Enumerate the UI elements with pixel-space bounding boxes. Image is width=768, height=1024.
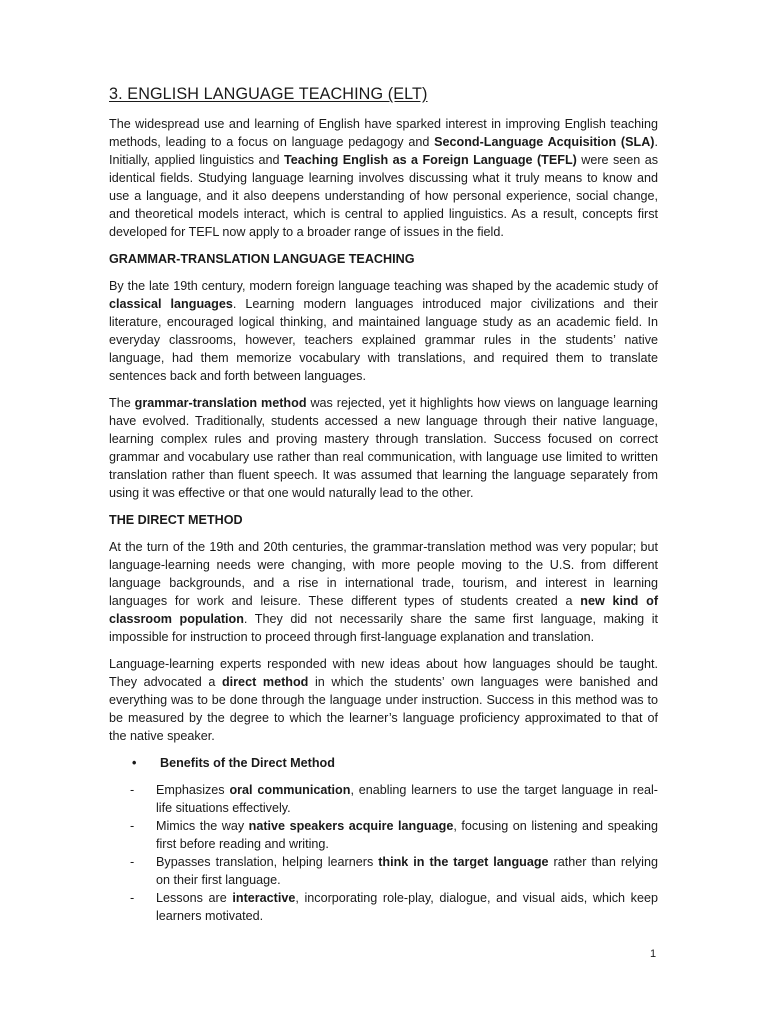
intro-paragraph bbox=[109, 115, 658, 241]
dash-icon: - bbox=[130, 819, 135, 833]
bold-term: direct method bbox=[221, 675, 309, 689]
page-content bbox=[109, 84, 658, 925]
text-run: At the turn of the 19th and 20th centuries, the grammar-translation method was very popular; but language-learning needs were changing, with more people moving to the U.S. from different language backgrounds, and a rise in international trade, tourism, and interest in learning languages for work and leisure. These different types of students created a bbox=[109, 540, 658, 608]
text-run: The bbox=[109, 396, 135, 410]
section-heading-direct-method: THE DIRECT METHOD bbox=[109, 513, 243, 527]
dash-icon: - bbox=[130, 783, 135, 797]
bold-term: Second-Language Acquisition (SLA) bbox=[434, 135, 655, 149]
benefits-list bbox=[109, 781, 658, 925]
list-item-text bbox=[156, 889, 658, 925]
benefits-heading-text: Benefits of the Direct Method bbox=[160, 756, 335, 770]
list-item bbox=[109, 817, 658, 853]
bold-term: classical languages bbox=[109, 297, 233, 311]
text-run: . They did not necessarily share the same first language, making it impossible for instruction to proceed through first-language explanation and translation. bbox=[109, 612, 658, 644]
bold-term: interactive bbox=[232, 891, 296, 905]
paragraph bbox=[109, 277, 658, 385]
document-title: 3. ENGLISH LANGUAGE TEACHING (ELT) bbox=[109, 85, 428, 103]
paragraph bbox=[109, 538, 658, 646]
text-run: were seen as identical fields. Studying language learning involves discussing what it truly means to know and use a language, and it also deepens understanding of how personal experience, social change, and theoretical models interact, which is central to applied linguistics. As a result, concepts first developed for TEFL now apply to a broader range of issues in the field. bbox=[109, 153, 659, 239]
text-run: . Initially, applied linguistics and bbox=[109, 135, 658, 167]
bold-term: think in the target language bbox=[378, 855, 549, 869]
list-item bbox=[109, 781, 658, 817]
text-run: Bypasses translation, helping learners bbox=[156, 855, 379, 869]
bold-term: Teaching English as a Foreign Language (TEFL) bbox=[283, 153, 577, 167]
list-item bbox=[109, 889, 658, 925]
bold-term: native speakers acquire language bbox=[248, 819, 454, 833]
benefits-heading bbox=[109, 754, 658, 772]
text-run: Lessons are bbox=[156, 891, 233, 905]
paragraph bbox=[109, 394, 658, 502]
text-run: Emphasizes bbox=[156, 783, 230, 797]
page-number: 1 bbox=[650, 948, 657, 960]
text-run: By the late 19th century, modern foreign language teaching was shaped by the academic study of bbox=[109, 279, 658, 293]
list-item-text bbox=[156, 781, 658, 817]
bold-term: new kind of classroom population bbox=[109, 594, 659, 626]
text-run: The widespread use and learning of English have sparked interest in improving English teaching methods, leading to a focus on language pedagogy and bbox=[109, 117, 658, 149]
text-run: rather than relying on their first language. bbox=[156, 855, 658, 887]
text-run: was rejected, yet it highlights how views on language learning have evolved. Traditionally, students accessed a new language through their native language, learning complex rules and proving mastery through translation. Success focused on correct grammar and vocabulary use rather than real communication, with language use limited to written translation rather than fluent speech. It was assumed that learning the language separately from using it was effective or that one would naturally lead to the other. bbox=[109, 396, 659, 500]
dash-icon: - bbox=[130, 891, 135, 905]
text-run: Mimics the way bbox=[156, 819, 249, 833]
text-run: in which the students’ own languages were banished and everything was to be done through the language under instruction. Success in this method was to be measured by the degree to which the learner’s language proficiency approximated to that of the native speaker. bbox=[109, 675, 658, 743]
text-run: , incorporating role-play, dialogue, and visual aids, which keep learners motivated. bbox=[156, 891, 658, 923]
section-heading-grammar-translation: GRAMMAR-TRANSLATION LANGUAGE TEACHING bbox=[109, 252, 415, 266]
bold-term: oral communication bbox=[229, 783, 351, 797]
text-run: . Learning modern languages introduced major civilizations and their literature, encouraged logical thinking, and maintained language study as an academic field. In everyday classrooms, however, teachers explained grammar rules in the students’ native language, had them memorize vocabulary with translations, and required them to translate sentences back and forth between languages. bbox=[109, 297, 658, 383]
dash-icon: - bbox=[130, 855, 135, 869]
list-item-text bbox=[156, 853, 658, 889]
paragraph bbox=[109, 655, 658, 745]
text-run: , focusing on listening and speaking first before reading and writing. bbox=[156, 819, 658, 851]
text-run: Language-learning experts responded with new ideas about how languages should be taught. They advocated a bbox=[109, 657, 658, 689]
bullet-icon: • bbox=[132, 756, 137, 770]
text-run: , enabling learners to use the target language in real-life situations effectively. bbox=[156, 783, 658, 815]
list-item-text bbox=[156, 817, 658, 853]
list-item bbox=[109, 853, 658, 889]
bold-term: grammar-translation method bbox=[134, 396, 307, 410]
